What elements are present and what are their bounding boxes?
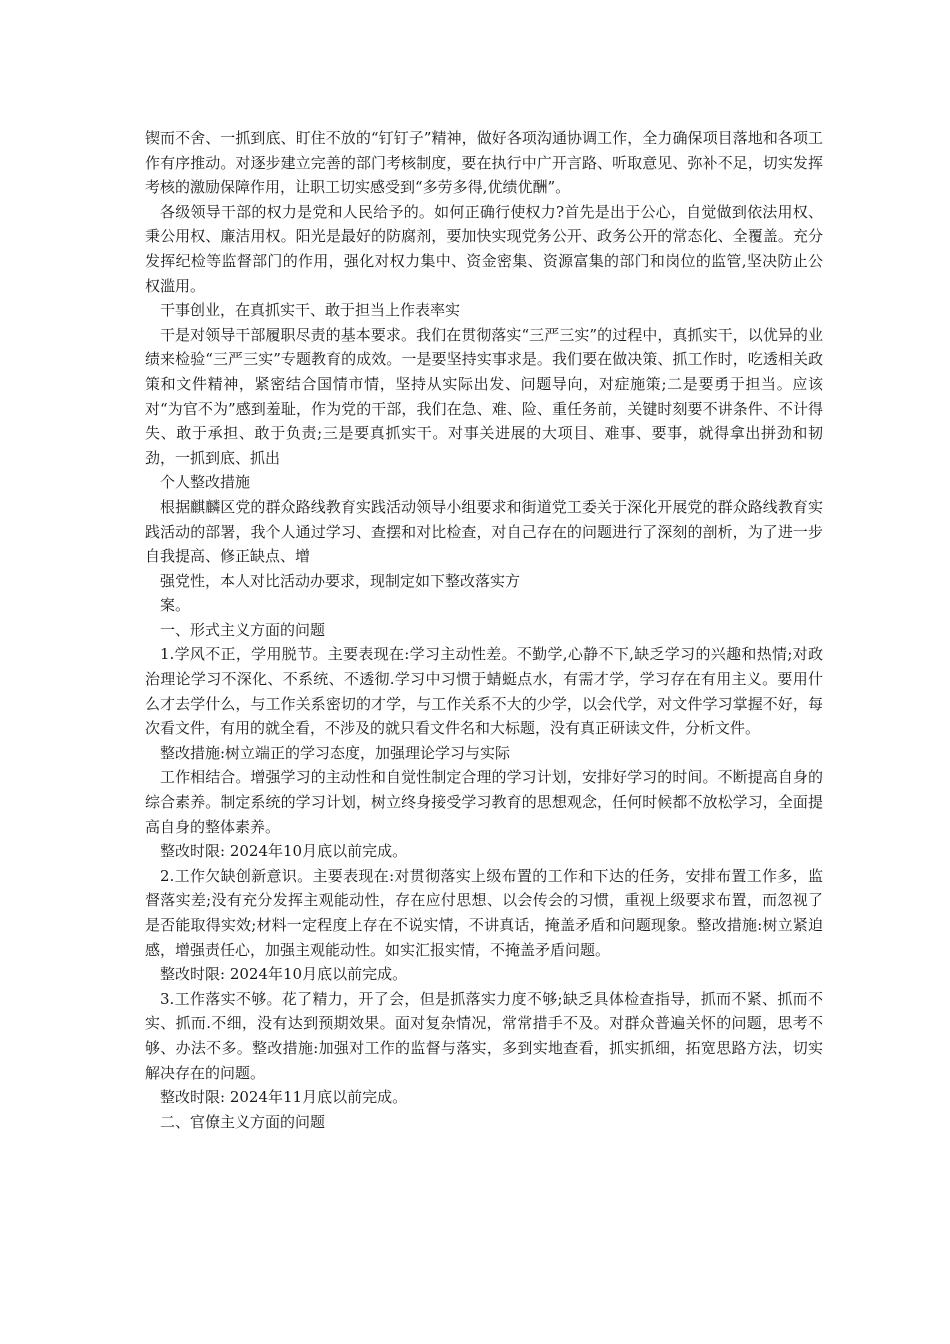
paragraph: 锲而不舍、一抓到底、盯住不放的“钉钉子”精神，做好各项沟通协调工作，全力确保项目落地和各项工作有序推动。对逐步建立完善的部门考核制度，要在执行中广开言路、听取意见、弥补不足，切实发挥考核的激励保障作用，让职工切实感受到“多劳多得,优绩优酬”。 (145, 129, 823, 197)
paragraph: 各级领导干部的权力是党和人民给予的。如何正确行使权力?首先是出于公心，自觉做到依法用权、秉公用权、廉洁用权。阳光是最好的防腐剂，要加快实现党务公开、政务公开的常态化、全覆盖。充分发挥纪检等监督部门的作用，强化对权力集中、资金密集、资源富集的部门和岗位的监管,坚决防止公权滥用。 (145, 202, 823, 295)
paragraph: 强党性，本人对比活动办要求，现制定如下整改落实方 (160, 571, 521, 590)
section-heading: 个人整改措施 (160, 473, 251, 492)
section-heading: 干事创业，在真抓实干、敢于担当上作表率实 (160, 301, 461, 320)
section-heading: 二、官僚主义方面的问题 (160, 1112, 326, 1131)
paragraph: 1.学风不正，学用脱节。主要表现在:学习主动性差。不勤学,心静不下,缺乏学习的兴趣和热情;对政治理论学习不深化、不系统、不透彻.学习中习惯于蜻蜓点水，有需才学，学习存在有用主义。要用什么才去学什么，与工作关系密切的才学，与工作关系不大的少学，以会代学，对文件学习掌握不好，每次看文件，有用的就全看，不涉及的就只看文件名和大标题，没有真正研读文件，分析文件。 (145, 645, 823, 738)
paragraph: 工作相结合。增强学习的主动性和自觉性制定合理的学习计划，安排好学习的时间。不断提高自身的综合素养。制定系统的学习计划，树立终身接受学习教育的思想观念，任何时候都不放松学习，全面提高自身的整体素养。 (145, 768, 823, 836)
paragraph: 根据麒麟区党的群众路线教育实践活动领导小组要求和街道党工委关于深化开展党的群众路线教育实践活动的部署，我个人通过学习、查摆和对比检查，对自己存在的问题进行了深刻的剖析，为了进一步自我提高、修正缺点、增 (145, 497, 823, 566)
paragraph: 2.工作欠缺创新意识。主要表现在:对贯彻落实上级布置的工作和下达的任务，安排布置工作多，监督落实差;没有充分发挥主观能动性，存在应付思想、以会传会的习惯，重视上级要求布置，而忽视了是否能取得实效;材料一定程度上存在不说实情，不讲真话，掩盖矛盾和问题现象。整改措施:树立紧迫感，增强责任心，加强主观能动性。如实汇报实情，不掩盖矛盾问题。 (145, 866, 823, 959)
paragraph: 整改措施:树立端正的学习态度，加强理论学习与实际 (160, 743, 511, 762)
deadline-line: 整改时限: 2024年11月底以前完成。 (160, 1088, 408, 1107)
document-page (145, 126, 823, 1134)
paragraph: 干是对领导干部履职尽责的基本要求。我们在贯彻落实“三严三实”的过程中，真抓实干，以优异的业绩来检验“三严三实”专题教育的成效。一是要坚持实事求是。我们要在做决策、抓工作时，吃透相关政策和文件精神，紧密结合国情市情，坚持从实际出发、问题导向，对症施策;二是要勇于担当。应该对“为官不为”感到羞耻，作为党的干部，我们在急、难、险、重任务前，关键时刻要不讲条件、不计得失、敢于承担、敢于负责;三是要真抓实干。对事关进展的大项目、难事、要事，就得拿出拼劲和韧劲，一抓到底、抓出 (145, 325, 823, 467)
deadline-line: 整改时限: 2024年10月底以前完成。 (160, 842, 408, 861)
paragraph: 3.工作落实不够。花了精力，开了会，但是抓落实力度不够;缺乏具体检查指导，抓而不紧、抓而不实、抓而.不细，没有达到预期效果。面对复杂情况，常常措手不及。对群众普遍关怀的问题，思考不够、办法不多。整改措施:加强对工作的监督与落实，多到实地查看，抓实抓细，拓宽思路方法，切实解决存在的问题。 (145, 989, 823, 1082)
paragraph: 案。 (160, 596, 191, 615)
deadline-line: 整改时限: 2024年10月底以前完成。 (160, 965, 408, 984)
section-heading: 一、形式主义方面的问题 (160, 620, 326, 639)
